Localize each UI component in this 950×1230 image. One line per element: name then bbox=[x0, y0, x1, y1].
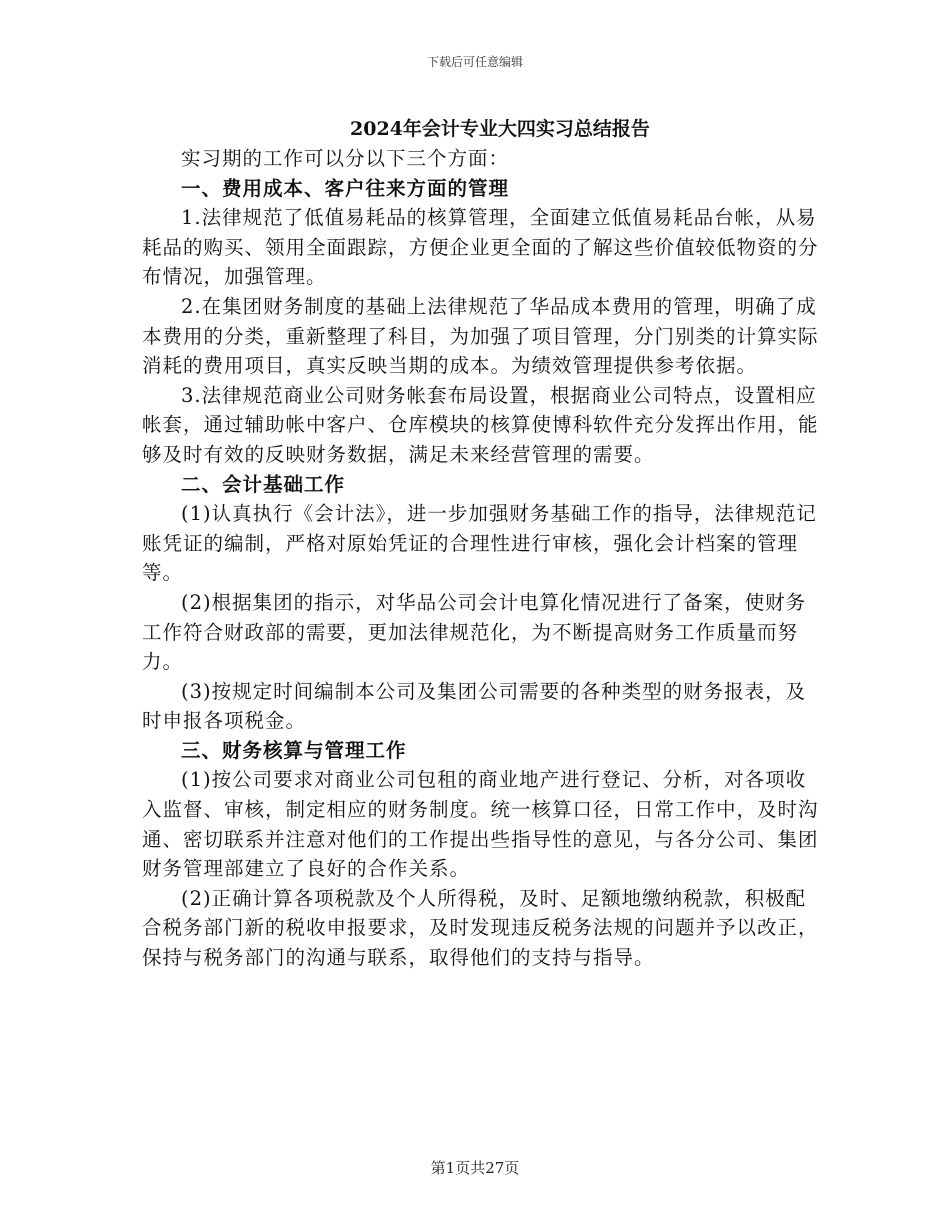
paragraph: 2.在集团财务制度的基础上法律规范了华品成本费用的管理，明确了成本费用的分类，重新整理了科目，为加强了项目管理，分门别类的计算实际消耗的费用项目，真实反映当期的成本。为绩效管理提供参考依据。 bbox=[142, 294, 819, 378]
paragraph: (2)根据集团的指示，对华品公司会计电算化情况进行了备案，使财务工作符合财政部的需要，更加法律规范化，为不断提高财务工作质量而努力。 bbox=[142, 590, 807, 674]
section-heading-1: 一、费用成本、客户往来方面的管理 bbox=[181, 176, 510, 200]
paragraph: (3)按规定时间编制本公司及集团公司需要的各种类型的财务报表，及时申报各项税金。 bbox=[142, 679, 807, 733]
section-heading-3: 三、财务核算与管理工作 bbox=[181, 738, 407, 762]
paragraph: (1)按公司要求对商业公司包租的商业地产进行登记、分析，对各项收入监督、审核，制定相应的财务制度。统一核算口径，日常工作中，及时沟通、密切联系并注意对他们的工作提出些指导性的意见，与各分公司、集团财务管理部建立了良好的合作关系。 bbox=[142, 768, 819, 881]
document-title: 2024年会计专业大四实习总结报告 bbox=[350, 118, 650, 140]
paragraph-intro: 实习期的工作可以分以下三个方面： bbox=[181, 147, 510, 170]
document-body bbox=[142, 144, 822, 973]
paragraph: 1.法律规范了低值易耗品的核算管理，全面建立低值易耗品台帐，从易耗品的购买、领用全面跟踪，方便企业更全面的了解这些价值较低物资的分布情况，加强管理。 bbox=[142, 206, 819, 289]
paragraph: (2)正确计算各项税款及个人所得税，及时、足额地缴纳税款，积极配合税务部门新的税收申报要求，及时发现违反税务法规的问题并予以改正，保持与税务部门的沟通与联系，取得他们的支持与指导。 bbox=[142, 886, 819, 970]
header-note: 下载后可任意编辑 bbox=[426, 55, 523, 69]
page-number: 第1页共27页 bbox=[430, 1159, 520, 1177]
paragraph: (1)认真执行《会计法》，进一步加强财务基础工作的指导，法律规范记账凭证的编制，严格对原始凭证的合理性进行审核，强化会计档案的管理等。 bbox=[142, 502, 817, 585]
paragraph: 3.法律规范商业公司财务帐套布局设置，根据商业公司特点，设置相应帐套，通过辅助帐中客户、仓库模块的核算使博科软件充分发挥出作用，能够及时有效的反映财务数据，满足未来经营管理的需要。 bbox=[142, 383, 819, 466]
section-heading-2: 二、会计基础工作 bbox=[181, 472, 346, 496]
